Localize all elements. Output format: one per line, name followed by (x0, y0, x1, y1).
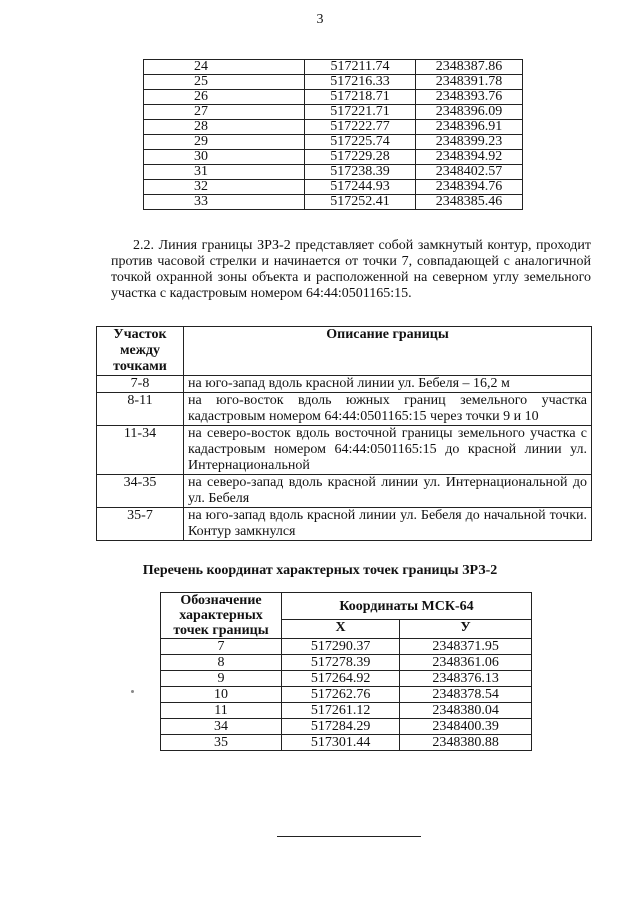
point-number: 8 (161, 655, 282, 671)
table-row (161, 687, 532, 703)
header-point-name: Обозначение характерных точек границы (161, 593, 282, 639)
signature-line (277, 836, 421, 837)
coord-x: 517262.76 (282, 687, 400, 703)
coord-x: 517221.71 (305, 105, 416, 120)
coord-y: 2348391.78 (416, 75, 523, 90)
point-number: 32 (144, 180, 305, 195)
table-row (144, 135, 523, 150)
description: на юго-запад вдоль красной линии ул. Бебеля до начальной точки. Контур замкнулся (184, 508, 592, 541)
point-number: 7 (161, 639, 282, 655)
header-y: У (400, 620, 532, 639)
table-row (97, 508, 592, 541)
coord-x: 517301.44 (282, 735, 400, 751)
point-number: 25 (144, 75, 305, 90)
coord-y: 2348396.09 (416, 105, 523, 120)
coord-y: 2348361.06 (400, 655, 532, 671)
coord-y: 2348402.57 (416, 165, 523, 180)
segment: 11-34 (97, 426, 184, 475)
description: на северо-запад вдоль красной линии ул. Интернациональной до ул. Бебеля (184, 475, 592, 508)
table-row (144, 60, 523, 75)
point-number: 29 (144, 135, 305, 150)
coord-x: 517218.71 (305, 90, 416, 105)
coord-y: 2348393.76 (416, 90, 523, 105)
point-number: 34 (161, 719, 282, 735)
coord-y: 2348376.13 (400, 671, 532, 687)
coord-x: 517264.92 (282, 671, 400, 687)
point-number: 11 (161, 703, 282, 719)
table-row (161, 719, 532, 735)
description: на юго-запад вдоль красной линии ул. Бебеля – 16,2 м (184, 376, 592, 393)
segment: 7-8 (97, 376, 184, 393)
table-row (144, 150, 523, 165)
paragraph-text: 2.2. Линия границы ЗРЗ-2 представляет собой замкнутый контур, проходит против часовой стрелки и начинается от точки 7, совпадающей с аналогичной точкой охранной зоны объекта и расположенной на северном углу земельного участка с кадастровым номером 64:44:0501165:15. (111, 238, 591, 301)
header-x: Х (282, 620, 400, 639)
coord-y: 2348394.76 (416, 180, 523, 195)
coord-x: 517261.12 (282, 703, 400, 719)
table-row (144, 180, 523, 195)
table-row (144, 75, 523, 90)
coord-x: 517284.29 (282, 719, 400, 735)
table-row (144, 165, 523, 180)
table-row (161, 703, 532, 719)
coord-x: 517216.33 (305, 75, 416, 90)
point-number: 9 (161, 671, 282, 687)
coord-y: 2348380.88 (400, 735, 532, 751)
coord-y: 2348385.46 (416, 195, 523, 210)
table-row (97, 393, 592, 426)
coord-x: 517225.74 (305, 135, 416, 150)
segment: 35-7 (97, 508, 184, 541)
point-number: 10 (161, 687, 282, 703)
point-number: 31 (144, 165, 305, 180)
table-header-row (161, 593, 532, 620)
table-row (144, 105, 523, 120)
coord-x: 517252.41 (305, 195, 416, 210)
coord-y: 2348396.91 (416, 120, 523, 135)
coord-y: 2348400.39 (400, 719, 532, 735)
table-row (144, 120, 523, 135)
point-number: 33 (144, 195, 305, 210)
coord-y: 2348371.95 (400, 639, 532, 655)
table-header-row (97, 327, 592, 376)
coord-x: 517238.39 (305, 165, 416, 180)
point-number: 27 (144, 105, 305, 120)
table-row (144, 90, 523, 105)
header-coordinates: Координаты МСК-64 (282, 593, 532, 620)
coordinates-table-continued (143, 59, 523, 210)
point-number: 28 (144, 120, 305, 135)
table-row (97, 475, 592, 508)
coord-x: 517244.93 (305, 180, 416, 195)
coord-y: 2348380.04 (400, 703, 532, 719)
table-row (161, 639, 532, 655)
scan-speck (131, 690, 134, 693)
description: на юго-восток вдоль южных границ земельного участка кадастровым номером 64:44:0501165:15 через точки 9 и 10 (184, 393, 592, 426)
point-number: 35 (161, 735, 282, 751)
table-row (97, 376, 592, 393)
description: на северо-восток вдоль восточной границы земельного участка с кадастровым номером 64:44:0501165:15 до красной линии ул. Интернациональной (184, 426, 592, 475)
boundary-description-table (96, 326, 592, 541)
point-number: 24 (144, 60, 305, 75)
point-number: 30 (144, 150, 305, 165)
coord-x: 517222.77 (305, 120, 416, 135)
segment: 8-11 (97, 393, 184, 426)
point-number: 26 (144, 90, 305, 105)
coord-y: 2348378.54 (400, 687, 532, 703)
table-row (97, 426, 592, 475)
table-row (161, 735, 532, 751)
coord-y: 2348387.86 (416, 60, 523, 75)
segment: 34-35 (97, 475, 184, 508)
coord-y: 2348394.92 (416, 150, 523, 165)
coord-x: 517229.28 (305, 150, 416, 165)
table-row (161, 655, 532, 671)
section-heading: Перечень координат характерных точек границы ЗРЗ-2 (142, 563, 498, 578)
coord-x: 517211.74 (305, 60, 416, 75)
coord-y: 2348399.23 (416, 135, 523, 150)
header-segment: Участок между точками (97, 327, 184, 376)
coord-x: 517278.39 (282, 655, 400, 671)
table-row (144, 195, 523, 210)
coord-x: 517290.37 (282, 639, 400, 655)
page-number: 3 (316, 12, 324, 27)
table-row (161, 671, 532, 687)
coordinates-table (160, 592, 532, 751)
boundary-paragraph (111, 238, 591, 302)
header-description: Описание границы (184, 327, 592, 376)
